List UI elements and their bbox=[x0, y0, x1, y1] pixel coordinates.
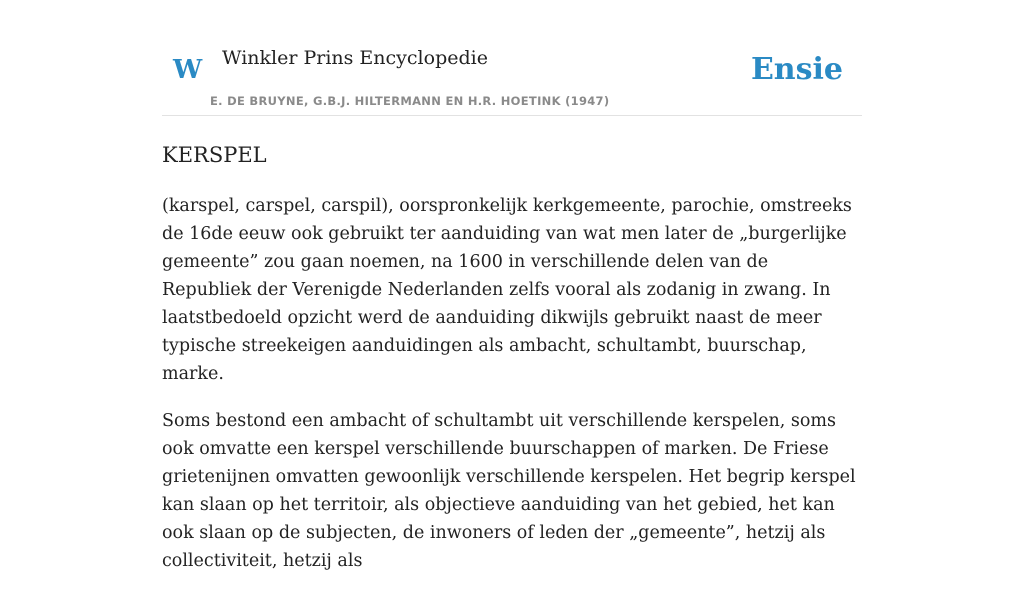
article-paragraph: (karspel, carspel, carspil), oorspronkelijk kerkgemeente, parochie, omstreeks de 16de eeuw ook gebruikt ter aanduiding van wat men later de „burgerlijke gemeente” zou gaan noemen, na 1600 in verschillende delen van de Republiek der Verenigde Nederlanden zelfs vooral als zodanig in zwang. In laatstbedoeld opzicht werd de aanduiding dikwijls gebruikt naast de meer typische streekeigen aanduidingen als ambacht, schultambt, buurschap, marke. bbox=[162, 196, 852, 384]
source-title[interactable]: Winkler Prins Encyclopedie bbox=[222, 47, 488, 69]
source-logo[interactable]: W bbox=[173, 55, 203, 85]
article-paragraph: Soms bestond een ambacht of schultambt uit verschillende kerspelen, soms ook omvatte een kerspel verschillende buurschappen of marken. De Friese grietenijnen omvatten gewoonlijk verschillende kerspelen. Het begrip kerspel kan slaan op het territoir, als objectieve aanduiding van het gebied, het kan ook slaan op de subjecten, de inwoners of leden der „gemeente”, hetzij als collectiviteit, hetzij als bbox=[162, 411, 856, 571]
brand-logo[interactable]: Ensie bbox=[750, 52, 843, 87]
source-authors: E. DE BRUYNE, G.B.J. HILTERMANN EN H.R. HOETINK (1947) bbox=[210, 94, 610, 108]
article-body bbox=[162, 192, 862, 594]
page-title: KERSPEL bbox=[162, 143, 267, 167]
source-header bbox=[162, 40, 862, 116]
